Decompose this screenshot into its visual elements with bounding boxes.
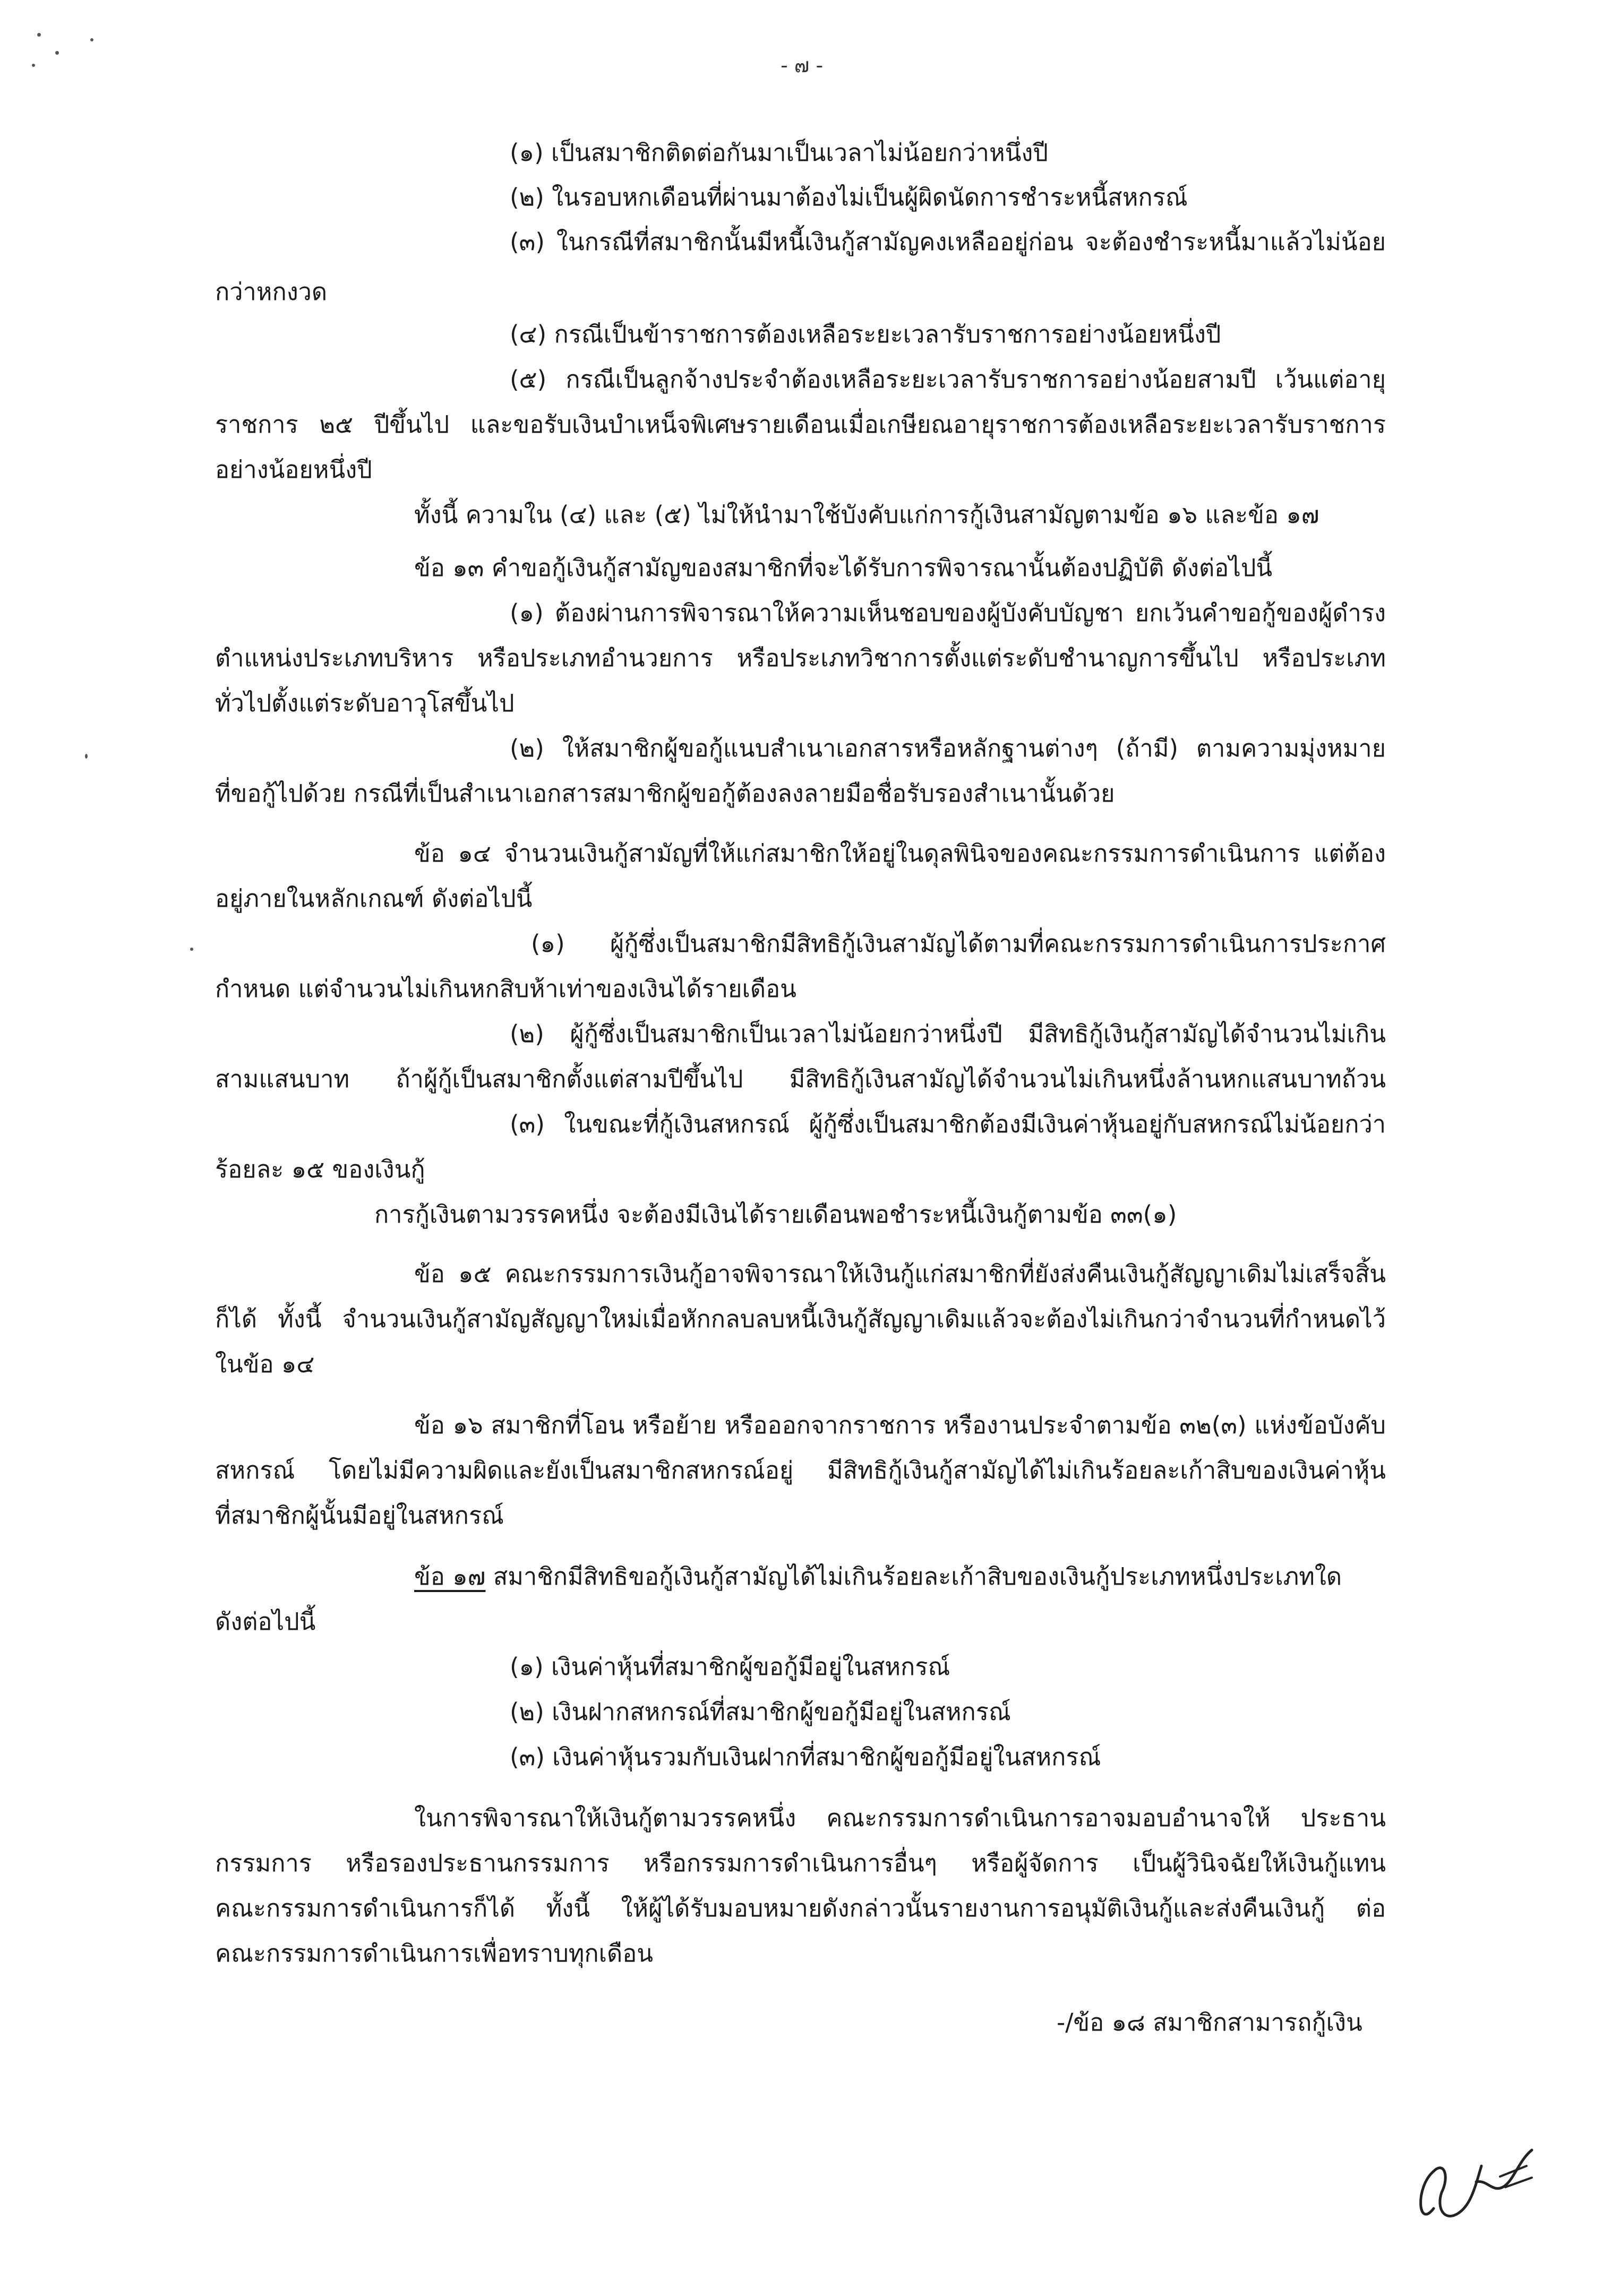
text-line: (๔) กรณีเป็นข้าราชการต้องเหลือระยะเวลารับราชการอย่างน้อยหนึ่งปี: [510, 320, 1221, 348]
page-number: - ๗ -: [781, 54, 824, 77]
text-line: (๑) ต้องผ่านการพิจารณาให้ความเห็นชอบของผู้บังคับบัญชา ยกเว้นคำขอกู้ของผู้ดำรง: [510, 599, 1386, 627]
continuation-note: -/ข้อ ๑๘ สมาชิกสามารถกู้เงิน: [1057, 2008, 1362, 2036]
clause-17-text: สมาชิกมีสิทธิขอกู้เงินกู้สามัญได้ไม่เกินร้อยละเก้าสิบของเงินกู้ประเภทหนึ่งประเภทใด: [493, 1562, 1342, 1590]
text-line: กำหนด แต่จำนวนไม่เกินหกสิบห้าเท่าของเงินได้รายเดือน: [215, 975, 796, 1003]
text-line: (๑) ผู้กู้ซึ่งเป็นสมาชิกมีสิทธิกู้เงินสามัญได้ตามที่คณะกรรมการดำเนินการประกาศ: [531, 930, 1386, 958]
text-line: ในข้อ ๑๔: [215, 1350, 315, 1378]
clause-14-heading: ข้อ ๑๔ จำนวนเงินกู้สามัญที่ให้แก่สมาชิกให้อยู่ในดุลพินิจของคณะกรรมการดำเนินการ แต่ต้อง: [414, 839, 1386, 867]
text-line: ทั้งนี้ ความใน (๔) และ (๕) ไม่ให้นำมาใช้บังคับแก่การกู้เงินสามัญตามข้อ ๑๖ และข้อ ๑๗: [414, 501, 1319, 529]
clause-13-heading: ข้อ ๑๓ คำขอกู้เงินกู้สามัญของสมาชิกที่จะได้รับการพิจารณานั้นต้องปฏิบัติ ดังต่อไปนี้: [414, 554, 1273, 582]
text-line: ที่สมาชิกผู้นั้นมีอยู่ในสหกรณ์: [215, 1501, 504, 1529]
scan-speck: [85, 754, 88, 759]
scan-speck: [190, 948, 193, 951]
scan-speck: [55, 51, 59, 55]
text-line: (๓) เงินค่าหุ้นรวมกับเงินฝากที่สมาชิกผู้ขอกู้มีอยู่ในสหกรณ์: [510, 1743, 1101, 1771]
text-line: ดังต่อไปนี้: [215, 1607, 316, 1636]
text-line: (๒) ในรอบหกเดือนที่ผ่านมาต้องไม่เป็นผู้ผิดนัดการชำระหนี้สหกรณ์: [510, 183, 1188, 211]
text-line: คณะกรรมการดำเนินการเพื่อทราบทุกเดือน: [215, 1939, 654, 1967]
text-line: (๒) ผู้กู้ซึ่งเป็นสมาชิกเป็นเวลาไม่น้อยกว่าหนึ่งปี มีสิทธิกู้เงินกู้สามัญได้จำนวนไม่เกิน: [510, 1020, 1386, 1048]
text-line: ตำแหน่งประเภทบริหาร หรือประเภทอำนวยการ หรือประเภทวิชาการตั้งแต่ระดับชำนาญการขึ้นไป หรือประเภท: [215, 644, 1386, 672]
text-line: (๕) กรณีเป็นลูกจ้างประจำต้องเหลือระยะเวลารับราชการอย่างน้อยสามปี เว้นแต่อายุ: [510, 365, 1386, 393]
text-line: อย่างน้อยหนึ่งปี: [215, 455, 372, 484]
text-line: (๓) ในขณะที่กู้เงินสหกรณ์ ผู้กู้ซึ่งเป็นสมาชิกต้องมีเงินค่าหุ้นอยู่กับสหกรณ์ไม่น้อยกว่า: [510, 1110, 1386, 1138]
signature: [1412, 2129, 1550, 2235]
text-line: (๓) ในกรณีที่สมาชิกนั้นมีหนี้เงินกู้สามัญคงเหลืออยู่ก่อน จะต้องชำระหนี้มาแล้วไม่น้อย: [510, 228, 1386, 256]
text-line: ในการพิจารณาให้เงินกู้ตามวรรคหนึ่ง คณะกรรมการดำเนินการอาจมอบอำนาจให้ ประธาน: [414, 1804, 1386, 1832]
scan-speck: [37, 33, 41, 37]
text-line: (๒) ให้สมาชิกผู้ขอกู้แนบสำเนาเอกสารหรือหลักฐานต่างๆ (ถ้ามี) ตามความมุ่งหมาย: [510, 734, 1386, 762]
clause-17-label: ข้อ ๑๗: [414, 1562, 486, 1590]
text-line: อยู่ภายในหลักเกณฑ์ ดังต่อไปนี้: [215, 884, 533, 913]
clause-15-heading: ข้อ ๑๕ คณะกรรมการเงินกู้อาจพิจารณาให้เงินกู้แก่สมาชิกที่ยังส่งคืนเงินกู้สัญญาเดิมไม่เสร็จสิ้น: [414, 1260, 1386, 1288]
text-line: กว่าหกงวด: [215, 278, 328, 306]
clause-16-heading: ข้อ ๑๖ สมาชิกที่โอน หรือย้าย หรือออกจากราชการ หรืองานประจำตามข้อ ๓๒(๓) แห่งข้อบังคับ: [414, 1411, 1386, 1439]
scan-speck: [32, 64, 35, 67]
scan-speck: [90, 38, 93, 41]
clause-17-heading: [414, 1561, 1342, 1593]
text-line: ทั่วไปตั้งแต่ระดับอาวุโสขึ้นไป: [215, 689, 515, 717]
text-line: การกู้เงินตามวรรคหนึ่ง จะต้องมีเงินได้รายเดือนพอชำระหนี้เงินกู้ตามข้อ ๓๓(๑): [374, 1200, 1177, 1228]
text-line: (๑) เป็นสมาชิกติดต่อกันมาเป็นเวลาไม่น้อยกว่าหนึ่งปี: [510, 139, 1048, 167]
text-line: คณะกรรมการดำเนินการก็ได้ ทั้งนี้ ให้ผู้ได้รับมอบหมายดังกล่าวนั้นรายงานการอนุมัติเงินกู้และส่งคืนเงินกู้ ต่อ: [215, 1894, 1386, 1922]
text-line: สามแสนบาท ถ้าผู้กู้เป็นสมาชิกตั้งแต่สามปีขึ้นไป มีสิทธิกู้เงินสามัญได้จำนวนไม่เกินหนึ่งล้านหกแสนบาทถ้วน: [215, 1065, 1386, 1093]
text-line: (๑) เงินค่าหุ้นที่สมาชิกผู้ขอกู้มีอยู่ในสหกรณ์: [510, 1653, 950, 1681]
text-line: (๒) เงินฝากสหกรณ์ที่สมาชิกผู้ขอกู้มีอยู่ในสหกรณ์: [510, 1698, 1011, 1726]
text-line: กรรมการ หรือรองประธานกรรมการ หรือกรรมการดำเนินการอื่นๆ หรือผู้จัดการ เป็นผู้วินิจฉัยให้เงินกู้แทน: [215, 1849, 1386, 1877]
text-line: ที่ขอกู้ไปด้วย กรณีที่เป็นสำเนาเอกสารสมาชิกผู้ขอกู้ต้องลงลายมือชื่อรับรองสำเนานั้นด้วย: [215, 779, 1115, 807]
text-line: ร้อยละ ๑๕ ของเงินกู้: [215, 1155, 425, 1183]
text-line: สหกรณ์ โดยไม่มีความผิดและยังเป็นสมาชิกสหกรณ์อยู่ มีสิทธิกู้เงินกู้สามัญได้ไม่เกินร้อยละเก้าสิบของเงินค่าหุ้น: [215, 1456, 1386, 1484]
text-line: ราชการ ๒๕ ปีขึ้นไป และขอรับเงินบำเหน็จพิเศษรายเดือนเมื่อเกษียณอายุราชการต้องเหลือระยะเวลารับราชการ: [215, 410, 1386, 438]
text-line: ก็ได้ ทั้งนี้ จำนวนเงินกู้สามัญสัญญาใหม่เมื่อหักกลบลบหนี้เงินกู้สัญญาเดิมแล้วจะต้องไม่เกินกว่าจำนวนที่กำหนดไว้: [215, 1305, 1386, 1333]
